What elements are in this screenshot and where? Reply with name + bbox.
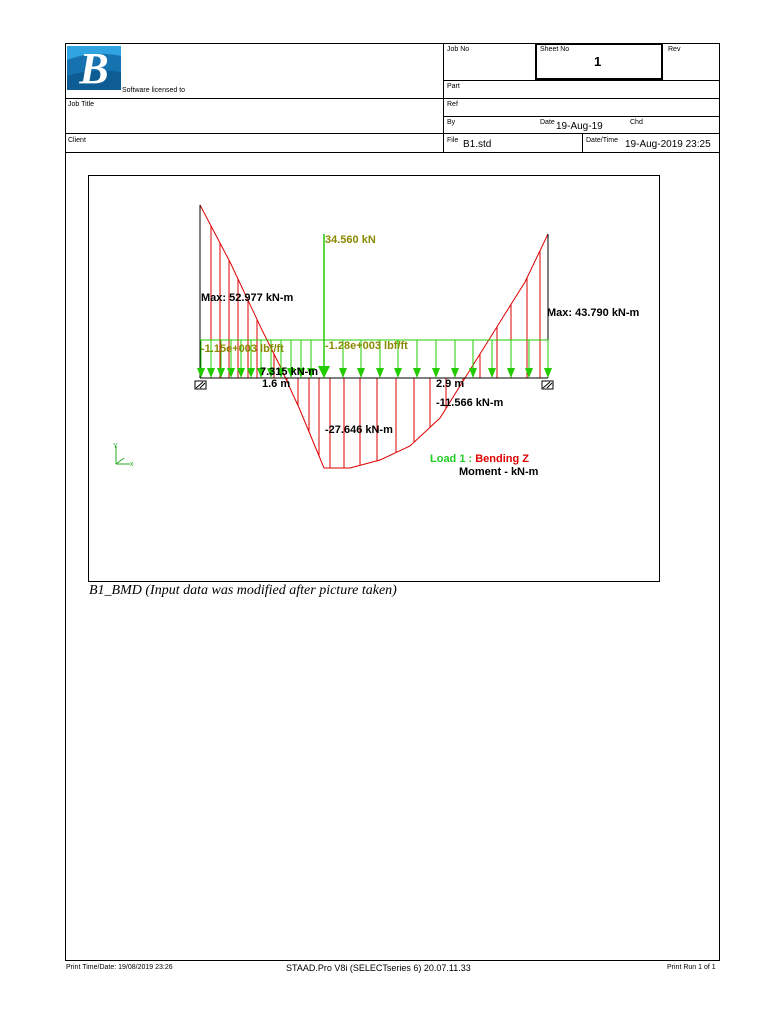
axis-x-label: x: [130, 461, 134, 468]
client-label: Client: [68, 137, 86, 144]
distance-b-label: 2.9 m: [436, 378, 465, 390]
by-label: By: [447, 119, 456, 126]
axis-triad-icon: [116, 446, 130, 464]
udl-arrow-head: [451, 368, 459, 378]
job-title-label: Job Title: [68, 101, 95, 108]
moment-min-label: -27.646 kN-m: [325, 424, 393, 436]
load-type: Bending Z: [475, 453, 530, 465]
udl-arrow-head: [525, 368, 533, 378]
udl-arrow-head: [357, 368, 365, 378]
udl-arrow-head: [227, 368, 235, 378]
date-label: Date: [540, 119, 555, 126]
moment-a-label: 7.315 kN-m: [260, 366, 319, 378]
file-value: B1.std: [463, 139, 492, 150]
chd-label: Chd: [630, 119, 643, 126]
ref-label: Ref: [447, 101, 458, 108]
udl-arrow-head: [544, 368, 552, 378]
datetime-value: 19-Aug-2019 23:25: [625, 139, 711, 150]
software-version: STAAD.Pro V8i (SELECTseries 6) 20.07.11.33: [286, 963, 471, 973]
udl-arrow-head: [207, 368, 215, 378]
udl-arrow-head: [469, 368, 477, 378]
print-run: Print Run 1 of 1: [667, 964, 716, 971]
print-time: Print Time/Date: 19/08/2019 23:26: [66, 964, 173, 971]
udl-right-label: -1.28e+003 lbf/ft: [325, 340, 408, 352]
max-left-label: Max: 52.977 kN-m: [201, 292, 294, 304]
point-load-label: 34.560 kN: [325, 234, 376, 246]
axis-y-label: Y: [113, 443, 118, 450]
max-right-label: Max: 43.790 kN-m: [547, 307, 640, 319]
udl-arrow-head: [394, 368, 402, 378]
figure-caption: B1_BMD (Input data was modified after picture taken): [89, 583, 397, 598]
udl-arrow-head: [432, 368, 440, 378]
udl-arrow-head: [339, 368, 347, 378]
left-support: [195, 381, 206, 389]
licensed-label: Software licensed to: [122, 87, 186, 94]
udl-left-label: -1.15e+003 lbf/ft: [201, 343, 284, 355]
job-no-label: Job No: [447, 46, 470, 53]
rev-label: Rev: [668, 46, 681, 53]
right-support: [542, 381, 553, 389]
udl-arrow-head: [507, 368, 515, 378]
sheet-no-label: Sheet No: [540, 46, 570, 53]
udl-arrow-head: [376, 368, 384, 378]
udl-arrow-head: [488, 368, 496, 378]
file-label: File: [447, 137, 459, 144]
udl-arrow-head: [413, 368, 421, 378]
moment-b-label: -11.566 kN-m: [436, 397, 504, 409]
date-value: 19-Aug-19: [556, 121, 603, 132]
part-label: Part: [447, 83, 460, 90]
units-label: Moment - kN-m: [459, 466, 539, 478]
point-load-arrow: [318, 366, 330, 378]
load-title: [430, 453, 529, 465]
sheet-no-value: 1: [594, 54, 602, 69]
udl-arrow-head: [197, 368, 205, 378]
svg-text:B: B: [79, 46, 109, 90]
udl-arrow-head: [217, 368, 225, 378]
distance-a-label: 1.6 m: [262, 378, 291, 390]
datetime-label: Date/Time: [586, 137, 619, 144]
load-prefix: Load 1 :: [430, 453, 473, 465]
